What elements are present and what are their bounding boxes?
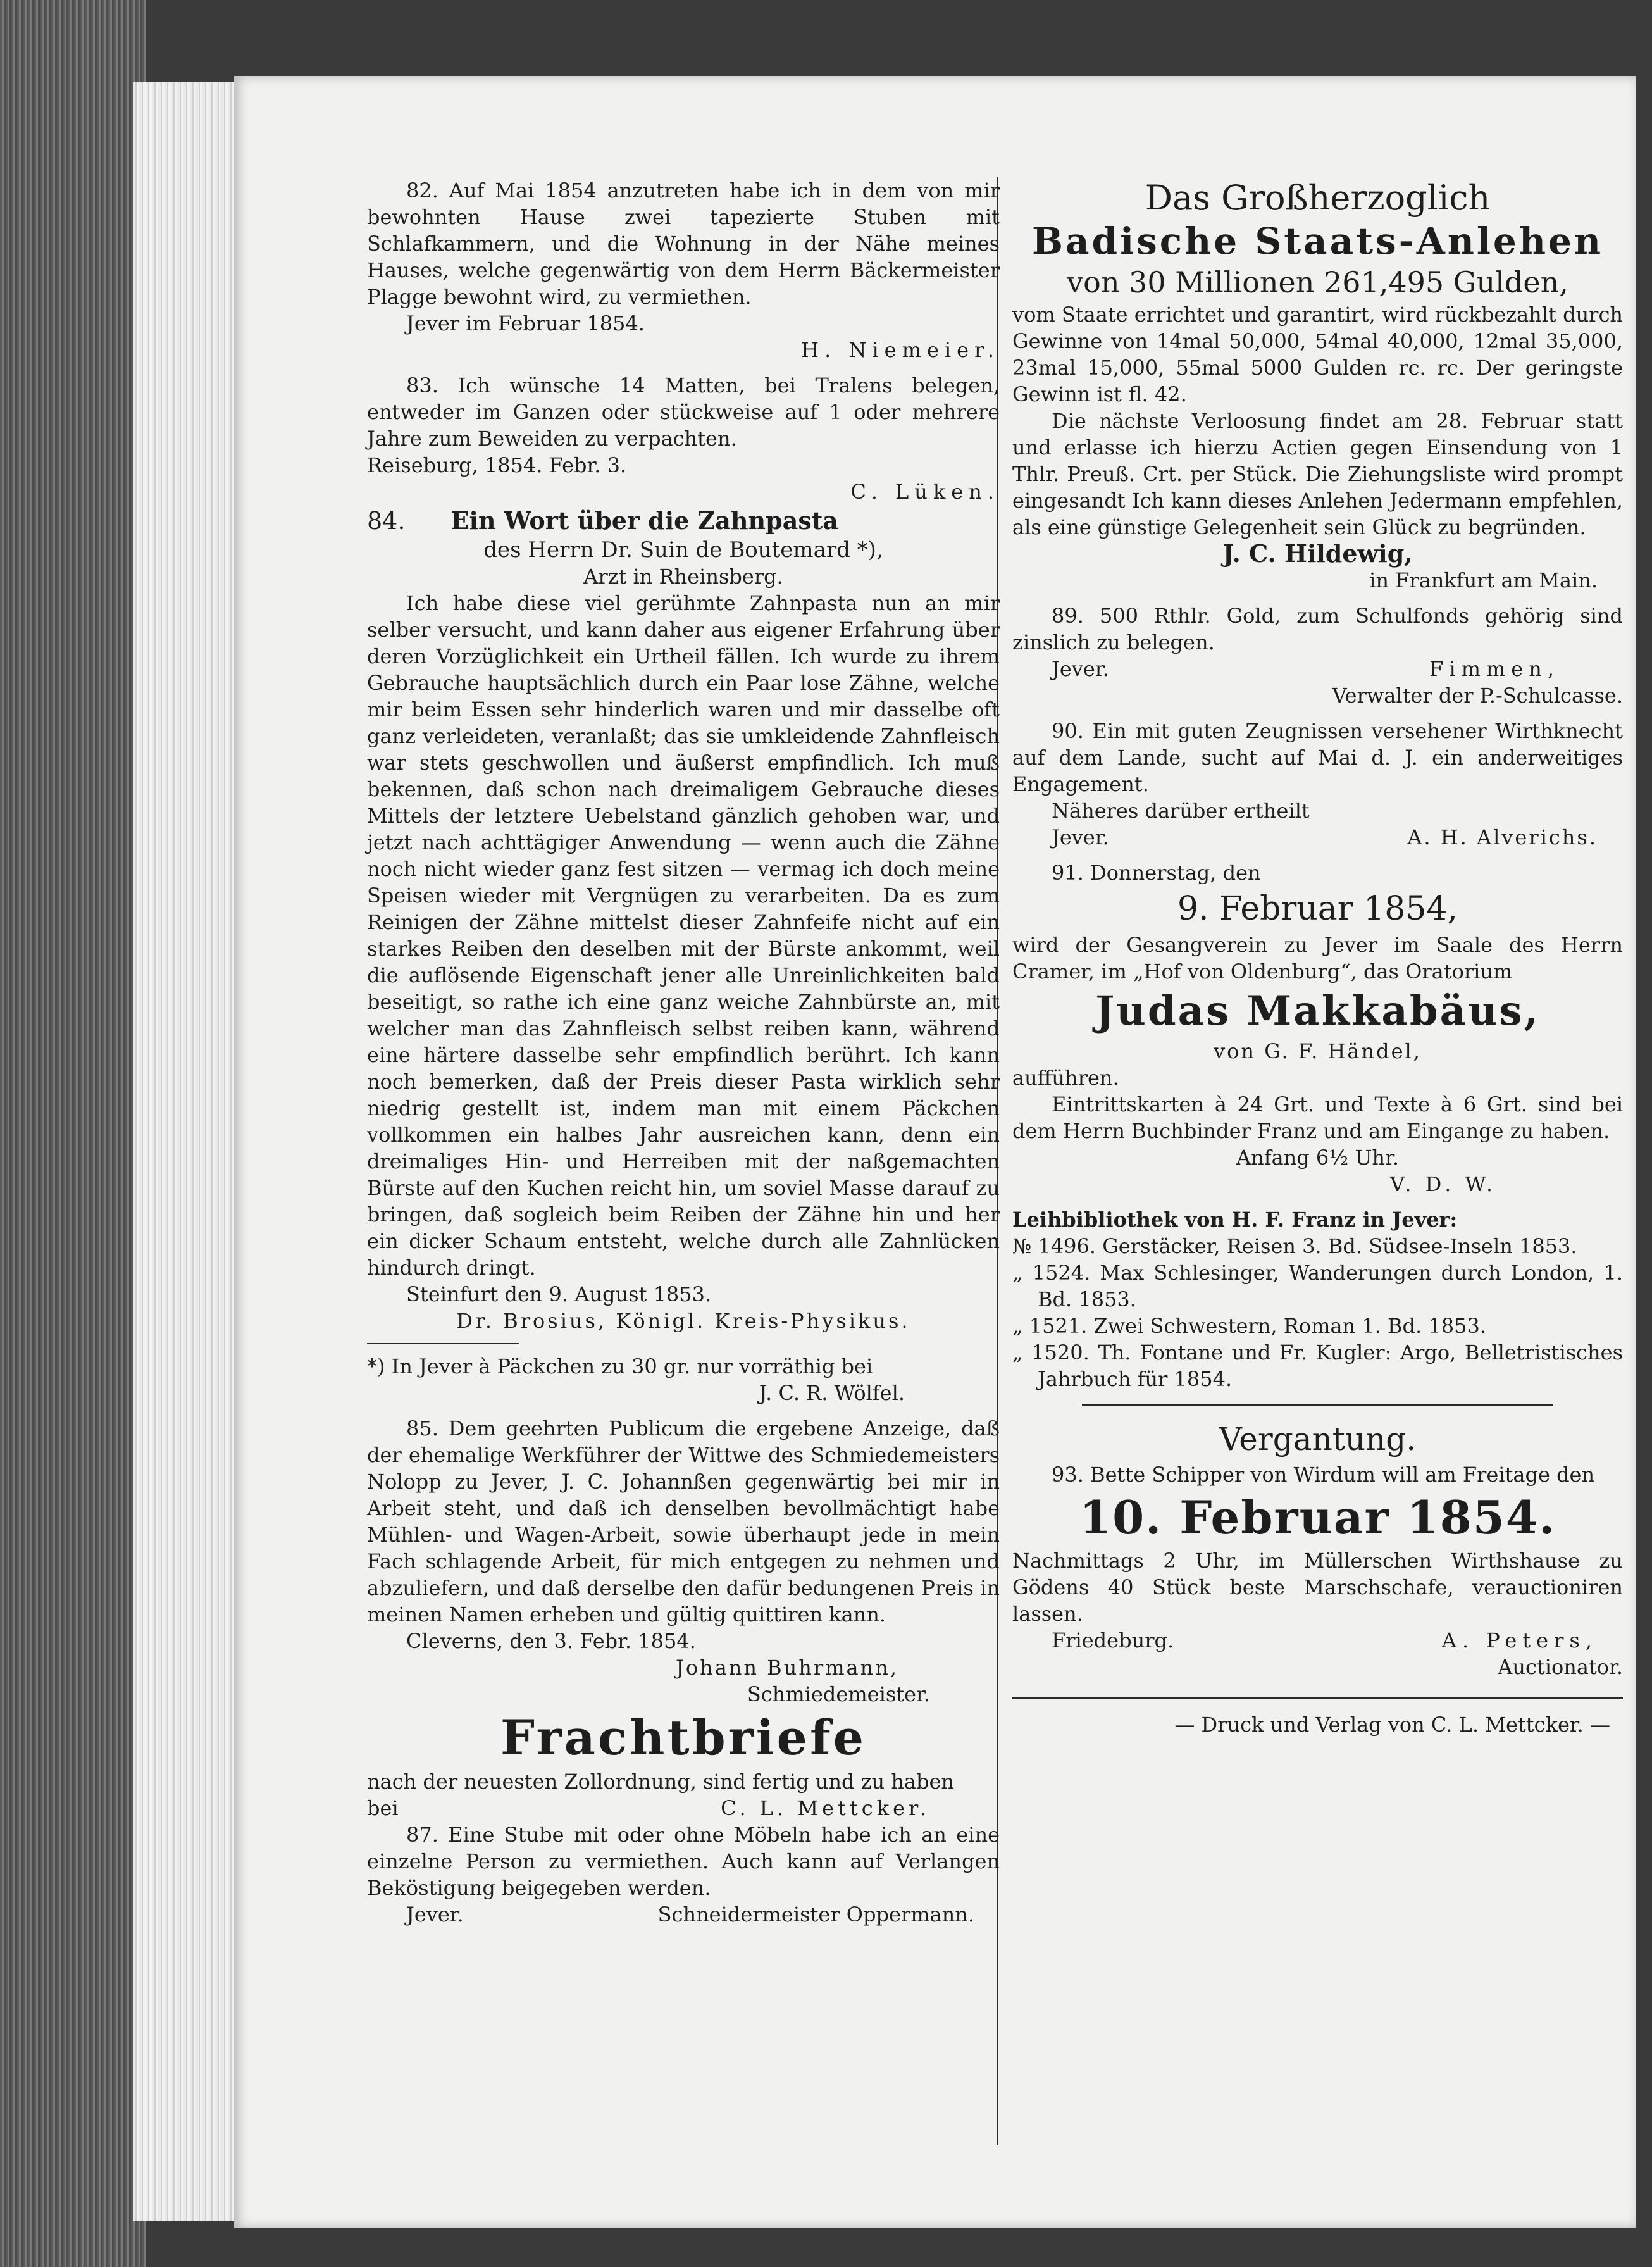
frachtbriefe-text: nach der neuesten Zollordnung, sind fertig und zu haben [367,1770,955,1794]
library-heading: Leihbibliothek von H. F. Franz in Jever: [1012,1208,1458,1232]
anleihe-heading-1: Das Großherzoglich [1145,178,1491,218]
library-item: „ 1521. Zwei Schwestern, Roman 1. Bd. 1853. [1012,1314,1486,1338]
vergantung-heading: Vergantung. [1219,1421,1417,1458]
ad-83-signature: C. Lüken. [850,480,1000,504]
ad-84-title: Ein Wort über die Zahnpasta [450,506,838,535]
ad-frachtbriefe [367,1708,1000,1821]
library-item: № 1496. Gerstäcker, Reisen 3. Bd. Südsee-Inseln 1853. [1012,1234,1577,1258]
ad-87-signature: Schneidermeister Oppermann. [657,1902,974,1927]
imprint-rule [1012,1697,1623,1699]
footnote-rule [367,1343,519,1344]
ad-89-text: 89. 500 Rthlr. Gold, zum Schulfonds gehörig sind zinslich zu belegen. [1012,604,1623,654]
ad-89 [1012,603,1623,709]
ad-84 [367,505,1000,1406]
ad-84-place: Steinfurt den 9. August 1853. [406,1282,712,1306]
right-column [1012,177,1623,1738]
ad-89-place: Jever. [1052,657,1109,681]
anleihe-text: vom Staate errichtet und garantirt, wird rückbezahlt durch Gewinne von 14mal 50,000, 54mal 40,000, 12mal 35,000, 23mal 15,000, 55mal 5000 Gulden rc. rc. Der geringste Gewinn ist fl. 42. [1012,303,1623,406]
ad-84-signature: Dr. Brosius, Königl. Kreis-Physikus. [456,1309,910,1333]
ad-83-text: 83. Ich wünsche 14 Matten, bei Tralens belegen, entweder im Ganzen oder stückweise auf 1 oder mehrere Jahre zum Beweiden zu verpachten. [367,373,1000,451]
frachtbriefe-bei: bei [367,1796,399,1820]
ad-83-place: Reiseburg, 1854. Febr. 3. [367,453,627,477]
anleihe-heading-2: Badische Staats-Anlehen [1031,220,1604,263]
ad-90-signature: A. H. Alverichs. [1407,825,1598,849]
ad-91-date: 9. Februar 1854, [1177,890,1458,928]
ad-87-place: Jever. [406,1902,464,1927]
vergantung-signature-title: Auctionator. [1498,1655,1623,1679]
ad-91-oratorium: Judas Makkabäus, [1095,987,1540,1035]
ad-89-signature: Fimmen, [1429,657,1560,681]
book-spine-edge [0,0,146,2267]
left-column [367,177,1000,1928]
section-rule [1082,1404,1553,1406]
ad-89-signature-title: Verwalter der P.-Schulcasse. [1332,684,1623,708]
ad-84-footnote-dealer: J. C. R. Wölfel. [759,1381,905,1405]
imprint: — Druck und Verlag von C. L. Mettcker. — [1174,1713,1610,1737]
ad-91-signature: V. D. W. [1389,1172,1496,1196]
vergantung-date: 10. Februar 1854. [1079,1490,1556,1544]
ad-91-line: 91. Donnerstag, den [1052,861,1261,885]
library-item: „ 1520. Th. Fontane und Fr. Kugler: Argo, Belletristisches Jahrbuch für 1854. [1012,1340,1623,1391]
vergantung-text-2: Nachmittags 2 Uhr, im Müllerschen Wirthshause zu Gödens 40 Stück beste Marschschafe, verauctioniren lassen. [1012,1549,1623,1626]
ad-vergantung [1012,1417,1623,1680]
ad-83 [367,372,1000,505]
ad-anleihe [1012,177,1623,594]
anleihe-heading-3: von 30 Millionen 261,495 Gulden, [1067,265,1568,299]
ad-84-body: Ich habe diese viel gerühmte Zahnpasta nun an mir selber versucht, und kann daher aus eigener Erfahrung über deren Vorzüglichkeit ein Urtheil fällen. Ich wurde zu ihrem Gebrauche hauptsächlich durch ein Paar lose Zähne, welche mir beim Essen sehr hinderlich waren und mir dasselbe oft ganz verleideten, veranlaßt; das sie umkleidende Zahnfleisch war stets geschwollen und äußerst empfindlich. Ich muß bekennen, daß schon nach dreimaligem Gebrauche dieses Mittels der letztere Uebelstand gänzlich gehoben war, und jetzt nach achttägiger Anwendung — wenn auch die Zähne noch nicht wieder ganz fest sitzen — vermag ich doch meine Speisen wieder mit Vergnügen zu verarbeiten. Da es zum Reinigen der Zähne mittelst dieser Zahnfeife nicht auf ein starkes Reiben den deselben mit der Bürste ankommt, weil die auflösende Eigenschaft jener alle Unreinlichkeiten bald beseitigt, so rathe ich eine ganz weiche Zahnbürste an, mit welcher man das Zahnfleisch selbst reiben kann, während eine härtere dasselbe sehr empfindlich berührt. Ich kann noch bemerken, daß der Preis dieser Pasta wirklich sehr niedrig gestellt ist, indem man mit einem Päckchen vollkommen ein halbes Jahr ausreichen kann, denn ein dreimaliges Hin- und Herreiben mit der naßgemachten Bürste auf den Kuchen reicht hin, um soviel Masse darauf zu bringen, daß sogleich beim Reiben der Zähne hin und her ein dicker Schaum entsteht, welche durch alle Zahnlücken hindurch dringt. [367,591,1000,1280]
ad-90-place: Jever. [1052,825,1109,849]
library-item: „ 1524. Max Schlesinger, Wanderungen durch London, 1. Bd. 1853. [1012,1261,1623,1311]
ad-84-number: 84. [367,507,406,535]
ad-85 [367,1415,1000,1708]
ad-82 [367,177,1000,363]
ad-85-text: 85. Dem geehrten Publicum die ergebene Anzeige, daß der ehemalige Werkführer der Wittwe des Schmiedemeisters Nolopp zu Jever, J. C. Johannßen gegenwärtig bei mir in Arbeit steht, und daß ich denselben bevollmächtigt habe Mühlen- und Wagen-Arbeit, sowie überhaupt jede in mein Fach schlagende Arbeit, für mich entgegen zu nehmen und abzuliefern, und daß derselbe den dafür bedungenen Preis in meinen Namen erheben und gültig quittiren kann. [367,1416,1000,1627]
ad-84-subtitle-2: Arzt in Rheinsberg. [583,565,783,589]
ad-91-text: wird der Gesangverein zu Jever im Saale des Herrn Cramer, im „Hof von Oldenburg“, das Oratorium [1012,933,1623,984]
vergantung-text: 93. Bette Schipper von Wirdum will am Freitage den [1052,1463,1595,1487]
anleihe-signature: J. C. Hildewig, [1222,539,1413,568]
ad-84-footnote: *) In Jever à Päckchen zu 30 gr. nur vorräthig bei [367,1354,873,1378]
ad-91-perform: aufführen. [1012,1066,1119,1090]
anleihe-signature-place: in Frankfurt am Main. [1369,568,1598,592]
ad-91-tickets: Eintrittskarten à 24 Grt. und Texte à 6 Grt. sind bei dem Herrn Buchbinder Franz und am Eingange zu haben. [1012,1092,1623,1143]
ad-91-start: Anfang 6½ Uhr. [1236,1146,1399,1170]
ad-87-text: 87. Eine Stube mit oder ohne Möbeln habe ich an eine einzelne Person zu vermiethen. Auch kann auf Verlangen Beköstigung beigegeben werden. [367,1823,1000,1900]
ad-91 [1012,859,1623,1197]
anleihe-text-2: Die nächste Verloosung findet am 28. Februar statt und erlasse ich hierzu Actien gegen Einsendung von 1 Thlr. Preuß. Crt. per Stück. Die Ziehungsliste wird prompt eingesandt Ich kann dieses Anlehen Jedermann empfehlen, als eine günstige Gelegenheit sein Glück zu begründen. [1012,409,1623,539]
ad-85-place: Cleverns, den 3. Febr. 1854. [406,1629,696,1653]
vergantung-place: Friedeburg. [1052,1628,1174,1652]
ad-library [1012,1206,1623,1392]
ad-82-signature: H. Niemeier. [801,338,1000,362]
ad-82-place: Jever im Februar 1854. [406,311,645,335]
ad-84-subtitle: des Herrn Dr. Suin de Boutemard *), [483,537,883,563]
ad-82-text: 82. Auf Mai 1854 anzutreten habe ich in dem von mir bewohnten Hause zwei tapezierte Stuben mit Schlafkammern, und die Wohnung in der Nähe meines Hauses, welche gegenwärtig von dem Herrn Bäckermeister Plagge bewohnt wird, zu vermiethen. [367,178,1000,309]
ad-90 [1012,718,1623,851]
frachtbriefe-title: Frachtbriefe [500,1709,866,1766]
frachtbriefe-signature: C. L. Mettcker. [721,1796,930,1820]
ad-91-composer: von G. F. Händel, [1214,1039,1422,1063]
ad-85-signature-title: Schmiedemeister. [747,1682,930,1706]
ad-90-info: Näheres darüber ertheilt [1052,799,1310,823]
ad-85-signature: Johann Buhrmann, [675,1656,898,1680]
ad-90-text: 90. Ein mit guten Zeugnissen versehener Wirthknecht auf dem Lande, sucht auf Mai d. J. ein anderweitiges Engagement. [1012,719,1623,796]
page-stack-edges [133,82,240,2221]
ad-87 [367,1821,1000,1928]
vergantung-signature: A. Peters, [1441,1628,1598,1652]
newspaper-page [234,76,1636,2228]
